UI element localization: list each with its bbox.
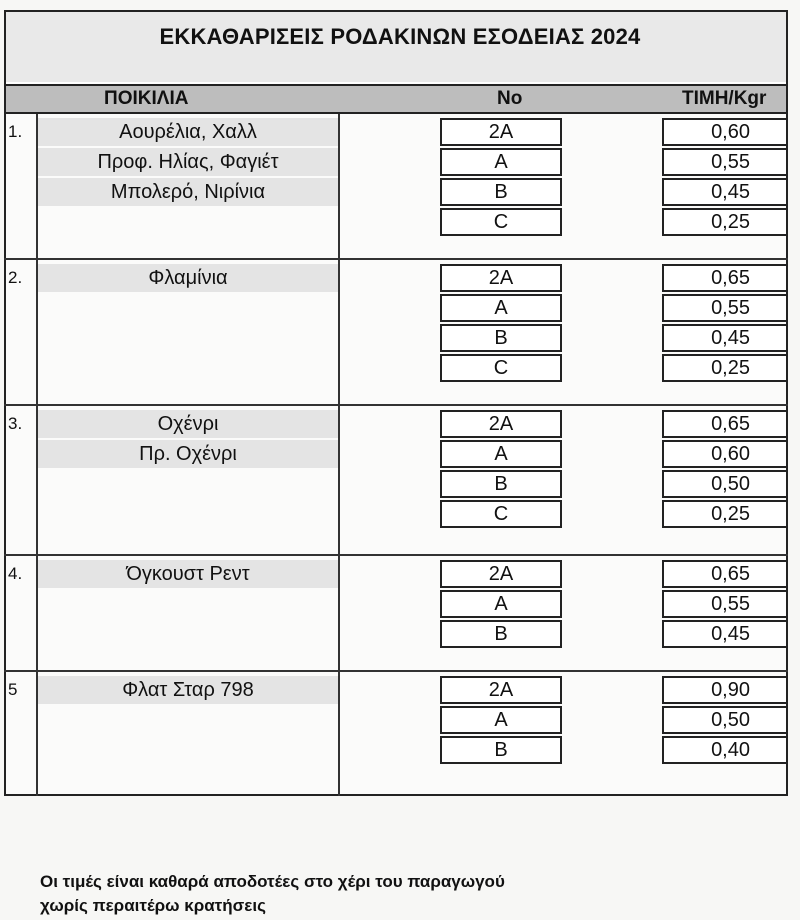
variety-name: Αουρέλια, Χαλλ: [38, 118, 338, 146]
variety-name: Φλατ Σταρ 798: [38, 676, 338, 704]
grade-cell: B: [440, 324, 562, 352]
grade-cell: B: [440, 470, 562, 498]
price-cell: 0,65: [662, 560, 788, 588]
header-no: No: [497, 88, 523, 109]
variety-name: Μπολερό, Νιρίνια: [38, 178, 338, 206]
price-cell: 0,55: [662, 590, 788, 618]
price-cell: 0,45: [662, 620, 788, 648]
grade-cell: B: [440, 620, 562, 648]
variety-name: Οχένρι: [38, 410, 338, 438]
grade-cell: C: [440, 208, 562, 236]
grade-cell: B: [440, 178, 562, 206]
group-number: 4.: [8, 564, 23, 583]
group-number: 5: [8, 680, 18, 699]
header-price: ΤΙΜΗ/Kgr: [682, 88, 767, 109]
price-cell: 0,55: [662, 294, 788, 322]
price-cell: 0,40: [662, 736, 788, 764]
header-variety: ΠΟΙΚΙΛΙΑ: [104, 88, 189, 109]
grade-cell: 2A: [440, 264, 562, 292]
variety-name: Φλαμίνια: [38, 264, 338, 292]
grade-cell: C: [440, 354, 562, 382]
price-cell: 0,90: [662, 676, 788, 704]
page-title: ΕΚΚΑΘΑΡΙΣΕΙΣ ΡΟΔΑΚΙΝΩΝ ΕΣΟΔΕΙΑΣ 2024: [159, 24, 641, 49]
variety-name: Πρ. Οχένρι: [38, 440, 338, 468]
variety-name: Προφ. Ηλίας, Φαγιέτ: [38, 148, 338, 176]
note-line-1: Οι τιμές είναι καθαρά αποδοτέες στο χέρι του παραγωγού: [40, 872, 505, 891]
price-cell: 0,55: [662, 148, 788, 176]
group-separator: [4, 554, 788, 556]
grade-cell: 2A: [440, 676, 562, 704]
price-cell: 0,25: [662, 500, 788, 528]
variety-name: Όγκουστ Ρεντ: [38, 560, 338, 588]
price-cell: 0,65: [662, 410, 788, 438]
grade-cell: C: [440, 500, 562, 528]
price-cell: 0,60: [662, 440, 788, 468]
price-cell: 0,25: [662, 354, 788, 382]
group-separator: [4, 670, 788, 672]
group-separator: [4, 404, 788, 406]
group-number: 2.: [8, 268, 23, 287]
price-cell: 0,45: [662, 324, 788, 352]
price-cell: 0,50: [662, 470, 788, 498]
grade-cell: A: [440, 590, 562, 618]
price-cell: 0,50: [662, 706, 788, 734]
grade-cell: A: [440, 148, 562, 176]
price-cell: 0,25: [662, 208, 788, 236]
grade-cell: 2A: [440, 410, 562, 438]
grade-cell: 2A: [440, 560, 562, 588]
grade-cell: A: [440, 440, 562, 468]
group-number: 3.: [8, 414, 23, 433]
group-separator: [4, 258, 788, 260]
grade-cell: A: [440, 706, 562, 734]
group-number: 1.: [8, 122, 23, 141]
grade-cell: B: [440, 736, 562, 764]
price-cell: 0,60: [662, 118, 788, 146]
price-cell: 0,45: [662, 178, 788, 206]
grade-cell: A: [440, 294, 562, 322]
grade-cell: 2A: [440, 118, 562, 146]
note-line-2: χωρίς περαιτέρω κρατήσεις: [40, 896, 266, 915]
divider-variety: [338, 114, 340, 796]
price-cell: 0,65: [662, 264, 788, 292]
